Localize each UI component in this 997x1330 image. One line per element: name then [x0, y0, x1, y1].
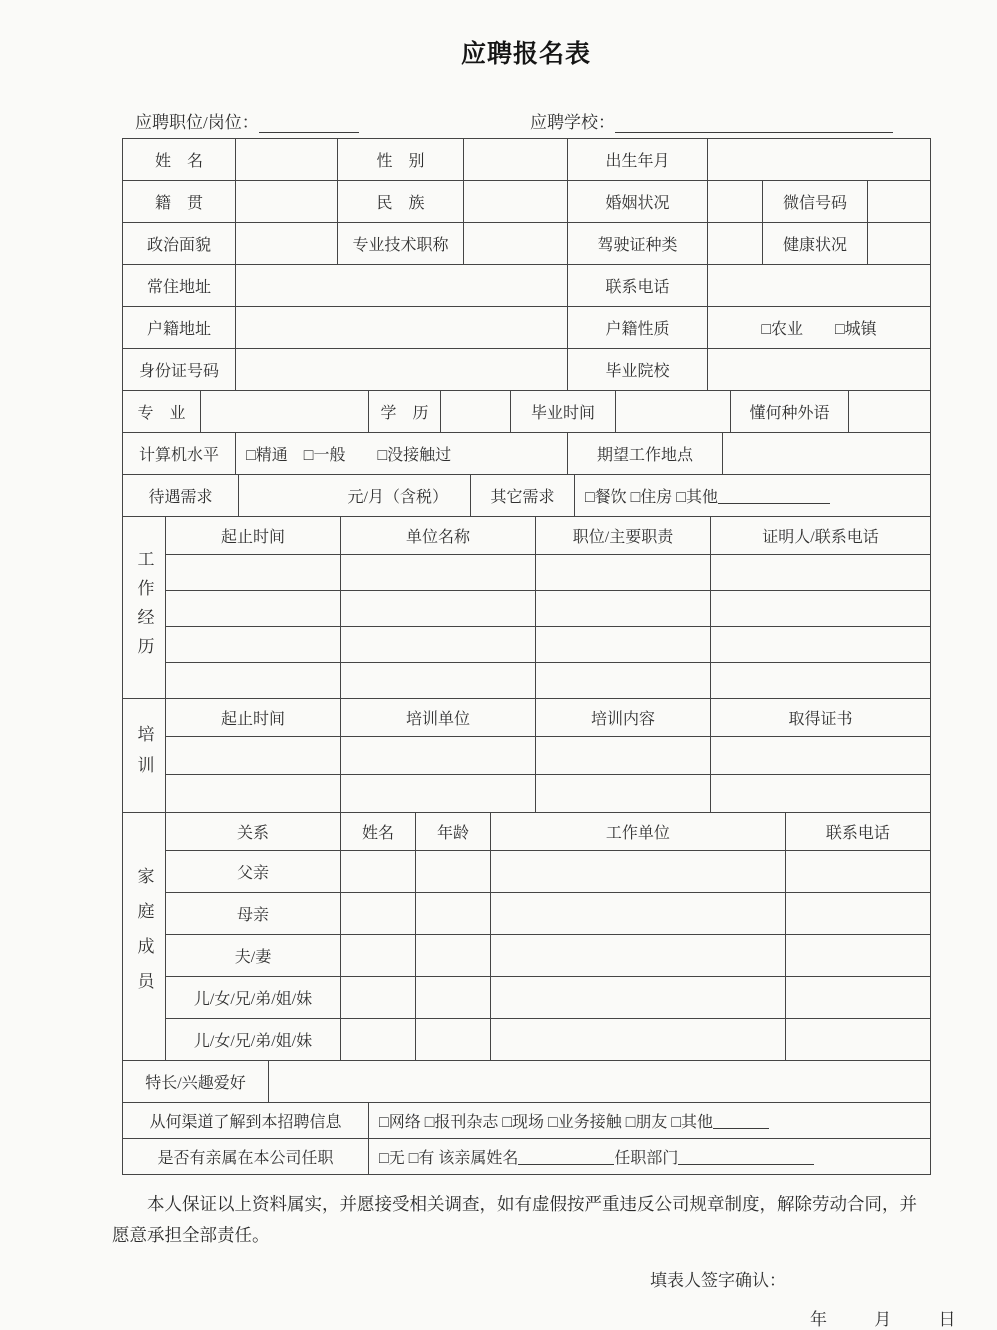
page-title: 应聘报名表: [460, 40, 591, 68]
channel-label: 从何渠道了解到本招聘信息: [123, 1103, 369, 1139]
other-need-options: □餐饮 □住房 □其他: [584, 489, 718, 506]
family-age-input[interactable]: [416, 851, 491, 893]
marital-label: 婚姻状况: [568, 181, 708, 223]
major-input-cell[interactable]: [201, 391, 369, 433]
work-place-label: 期望工作地点: [568, 433, 723, 475]
row-politics-title-driver-health: [123, 223, 931, 265]
relative-label: 是否有亲属在本公司任职: [123, 1139, 369, 1175]
health-label: 健康状况: [763, 223, 868, 265]
birth-input-cell[interactable]: [708, 139, 931, 181]
college-input-cell[interactable]: [708, 349, 931, 391]
work-row-1: [166, 555, 931, 591]
family-row-sibling-2: [166, 1019, 931, 1061]
family-phone-input[interactable]: [786, 1019, 931, 1061]
position-field-label: 应聘职位/岗位：: [135, 113, 259, 132]
relative-dept-fill-line[interactable]: [678, 1148, 814, 1165]
row-origin-ethnic-marital-wechat: [123, 181, 931, 223]
address-input-cell[interactable]: [236, 265, 568, 307]
work-header-position: 职位/主要职责: [536, 517, 711, 555]
driver-license-label: 驾驶证种类: [568, 223, 708, 265]
training-period-input[interactable]: [166, 775, 341, 813]
prof-title-input-cell[interactable]: [464, 223, 568, 265]
other-need-label: 其它需求: [471, 475, 575, 517]
phone-input-cell[interactable]: [708, 265, 931, 307]
name-input-cell[interactable]: [236, 139, 338, 181]
family-age-input[interactable]: [416, 977, 491, 1019]
degree-input-cell[interactable]: [441, 391, 511, 433]
training-org-input[interactable]: [341, 775, 536, 813]
training-period-input[interactable]: [166, 737, 341, 775]
training-cert-input[interactable]: [711, 775, 931, 813]
work-position-input[interactable]: [536, 591, 711, 627]
politics-input-cell[interactable]: [236, 223, 338, 265]
signature-label: 填表人签字确认：: [650, 1271, 786, 1291]
date-month-label: 月: [874, 1310, 892, 1330]
reg-address-label: 户籍地址: [123, 307, 236, 349]
family-header-name: 姓名: [341, 813, 416, 851]
training-content-input[interactable]: [536, 737, 711, 775]
family-header-row: [166, 813, 931, 851]
family-section: [123, 813, 931, 1061]
language-label: 懂何种外语: [731, 391, 849, 433]
reg-address-input-cell[interactable]: [236, 307, 568, 349]
training-header-org: 培训单位: [341, 699, 536, 737]
gender-input-cell[interactable]: [464, 139, 568, 181]
position-field-input[interactable]: [259, 116, 359, 133]
marital-input-cell[interactable]: [708, 181, 763, 223]
application-form-sheet: [0, 34, 997, 1329]
family-relation-label: 夫/妻: [166, 935, 341, 977]
family-employer-input[interactable]: [491, 977, 786, 1019]
work-reference-input[interactable]: [711, 591, 931, 627]
work-header-period: 起止时间: [166, 517, 341, 555]
work-reference-input[interactable]: [711, 555, 931, 591]
work-period-input[interactable]: [166, 591, 341, 627]
work-header-company: 单位名称: [341, 517, 536, 555]
training-section: [123, 699, 931, 813]
relative-options: □无 □有 该亲属姓名: [379, 1150, 519, 1167]
gender-label: 性 别: [338, 139, 464, 181]
family-header-phone: 联系电话: [786, 813, 931, 851]
politics-label: 政治面貌: [123, 223, 236, 265]
grad-time-input-cell[interactable]: [616, 391, 731, 433]
name-label: 姓 名: [123, 139, 236, 181]
work-period-input[interactable]: [166, 663, 341, 699]
work-company-input[interactable]: [341, 555, 536, 591]
degree-label: 学 历: [369, 391, 441, 433]
date-line: [810, 1305, 997, 1330]
work-position-input[interactable]: [536, 663, 711, 699]
prof-title-label: 专业技术职称: [338, 223, 464, 265]
origin-input-cell[interactable]: [236, 181, 338, 223]
computer-level-checkboxes[interactable]: □精通 □一般 □没接触过: [236, 433, 568, 475]
salary-label: 待遇需求: [123, 475, 239, 517]
relative-checkboxes[interactable]: [369, 1139, 931, 1175]
family-relation-label: 儿/女/兄/弟/姐/妹: [166, 977, 341, 1019]
row-name-gender-birth: [123, 139, 931, 181]
reg-type-label: 户籍性质: [568, 307, 708, 349]
ethnic-label: 民 族: [338, 181, 464, 223]
channel-checkboxes[interactable]: [369, 1103, 931, 1139]
training-row-1: [166, 737, 931, 775]
work-row-3: [166, 627, 931, 663]
date-day-label: 日: [938, 1310, 956, 1330]
work-reference-input[interactable]: [711, 663, 931, 699]
ethnic-input-cell[interactable]: [464, 181, 568, 223]
relative-name-fill-line[interactable]: [518, 1148, 614, 1165]
family-header-age: 年龄: [416, 813, 491, 851]
channel-other-fill-line[interactable]: [713, 1112, 769, 1129]
work-position-input[interactable]: [536, 627, 711, 663]
school-field-label: 应聘学校：: [530, 113, 615, 132]
channel-options: □网络 □报刊杂志 □现场 □业务接触 □朋友 □其他: [379, 1114, 714, 1131]
work-company-input[interactable]: [341, 663, 536, 699]
family-phone-input[interactable]: [786, 851, 931, 893]
family-age-input[interactable]: [416, 893, 491, 935]
family-age-input[interactable]: [416, 935, 491, 977]
work-experience-label: 工作经历: [123, 517, 166, 699]
work-position-input[interactable]: [536, 555, 711, 591]
training-header-period: 起止时间: [166, 699, 341, 737]
row-address-phone: [123, 265, 931, 307]
family-employer-input[interactable]: [491, 893, 786, 935]
family-phone-input[interactable]: [786, 893, 931, 935]
signature-line: [650, 1266, 997, 1291]
work-header-row: [166, 517, 931, 555]
language-input-cell[interactable]: [849, 391, 931, 433]
family-name-input[interactable]: [341, 1019, 416, 1061]
wechat-input-cell[interactable]: [868, 181, 931, 223]
family-phone-input[interactable]: [786, 935, 931, 977]
driver-license-input-cell[interactable]: [708, 223, 763, 265]
wechat-label: 微信号码: [763, 181, 868, 223]
row-registered-address: [123, 307, 931, 349]
work-header-reference: 证明人/联系电话: [711, 517, 931, 555]
family-row-sibling-1: [166, 977, 931, 1019]
row-salary-needs: [123, 475, 931, 517]
family-name-input[interactable]: [341, 977, 416, 1019]
family-employer-input[interactable]: [491, 935, 786, 977]
row-specialty: [123, 1061, 931, 1103]
training-content-input[interactable]: [536, 775, 711, 813]
specialty-label: 特长/兴趣爱好: [123, 1061, 269, 1103]
birth-label: 出生年月: [568, 139, 708, 181]
id-number-input-cell[interactable]: [236, 349, 568, 391]
family-employer-input[interactable]: [491, 851, 786, 893]
family-name-input[interactable]: [341, 893, 416, 935]
school-field-input[interactable]: [615, 116, 893, 133]
work-period-input[interactable]: [166, 555, 341, 591]
work-row-2: [166, 591, 931, 627]
specialty-input-cell[interactable]: [269, 1061, 931, 1103]
declaration-text: 本人保证以上资料属实，并愿接受相关调查，如有虚假按严重违反公司规章制度，解除劳动合同，并愿意承担全部责任。: [112, 1194, 917, 1245]
other-need-checkboxes[interactable]: [575, 475, 931, 517]
training-label: 培训: [123, 699, 166, 813]
row-id-college: [123, 349, 931, 391]
grad-time-label: 毕业时间: [511, 391, 616, 433]
major-label: 专 业: [123, 391, 201, 433]
relative-dept-label: 任职部门: [614, 1150, 679, 1167]
row-relative: [123, 1139, 931, 1175]
family-label: 家庭成员: [123, 813, 166, 1061]
family-name-input[interactable]: [341, 935, 416, 977]
work-reference-input[interactable]: [711, 627, 931, 663]
family-header-relation: 关系: [166, 813, 341, 851]
family-name-input[interactable]: [341, 851, 416, 893]
reg-type-checkboxes[interactable]: □农业 □城镇: [708, 307, 931, 349]
address-label: 常住地址: [123, 265, 236, 307]
family-header-employer: 工作单位: [491, 813, 786, 851]
work-experience-section: [123, 517, 931, 699]
family-employer-input[interactable]: [491, 1019, 786, 1061]
college-label: 毕业院校: [568, 349, 708, 391]
row-channel: [123, 1103, 931, 1139]
application-table: [122, 138, 931, 1175]
family-row-spouse: [166, 935, 931, 977]
family-relation-label: 父亲: [166, 851, 341, 893]
other-need-fill-line[interactable]: [718, 487, 830, 504]
id-number-label: 身份证号码: [123, 349, 236, 391]
origin-label: 籍 贯: [123, 181, 236, 223]
phone-label: 联系电话: [568, 265, 708, 307]
training-header-row: [166, 699, 931, 737]
work-period-input[interactable]: [166, 627, 341, 663]
family-relation-label: 母亲: [166, 893, 341, 935]
training-row-2: [166, 775, 931, 813]
family-relation-label: 儿/女/兄/弟/姐/妹: [166, 1019, 341, 1061]
training-header-cert: 取得证书: [711, 699, 931, 737]
top-fields: [135, 108, 997, 132]
work-row-4: [166, 663, 931, 699]
training-org-input[interactable]: [341, 737, 536, 775]
row-computer-level: [123, 433, 931, 475]
family-row-mother: [166, 893, 931, 935]
family-row-father: [166, 851, 931, 893]
family-phone-input[interactable]: [786, 977, 931, 1019]
health-input-cell[interactable]: [868, 223, 931, 265]
family-age-input[interactable]: [416, 1019, 491, 1061]
work-place-input-cell[interactable]: [723, 433, 931, 475]
row-major-degree: [123, 391, 931, 433]
training-header-content: 培训内容: [536, 699, 711, 737]
date-year-label: 年: [810, 1310, 827, 1330]
work-company-input[interactable]: [341, 591, 536, 627]
training-cert-input[interactable]: [711, 737, 931, 775]
work-company-input[interactable]: [341, 627, 536, 663]
computer-label: 计算机水平: [123, 433, 236, 475]
salary-input-cell[interactable]: 元/月（含税）: [239, 475, 471, 517]
